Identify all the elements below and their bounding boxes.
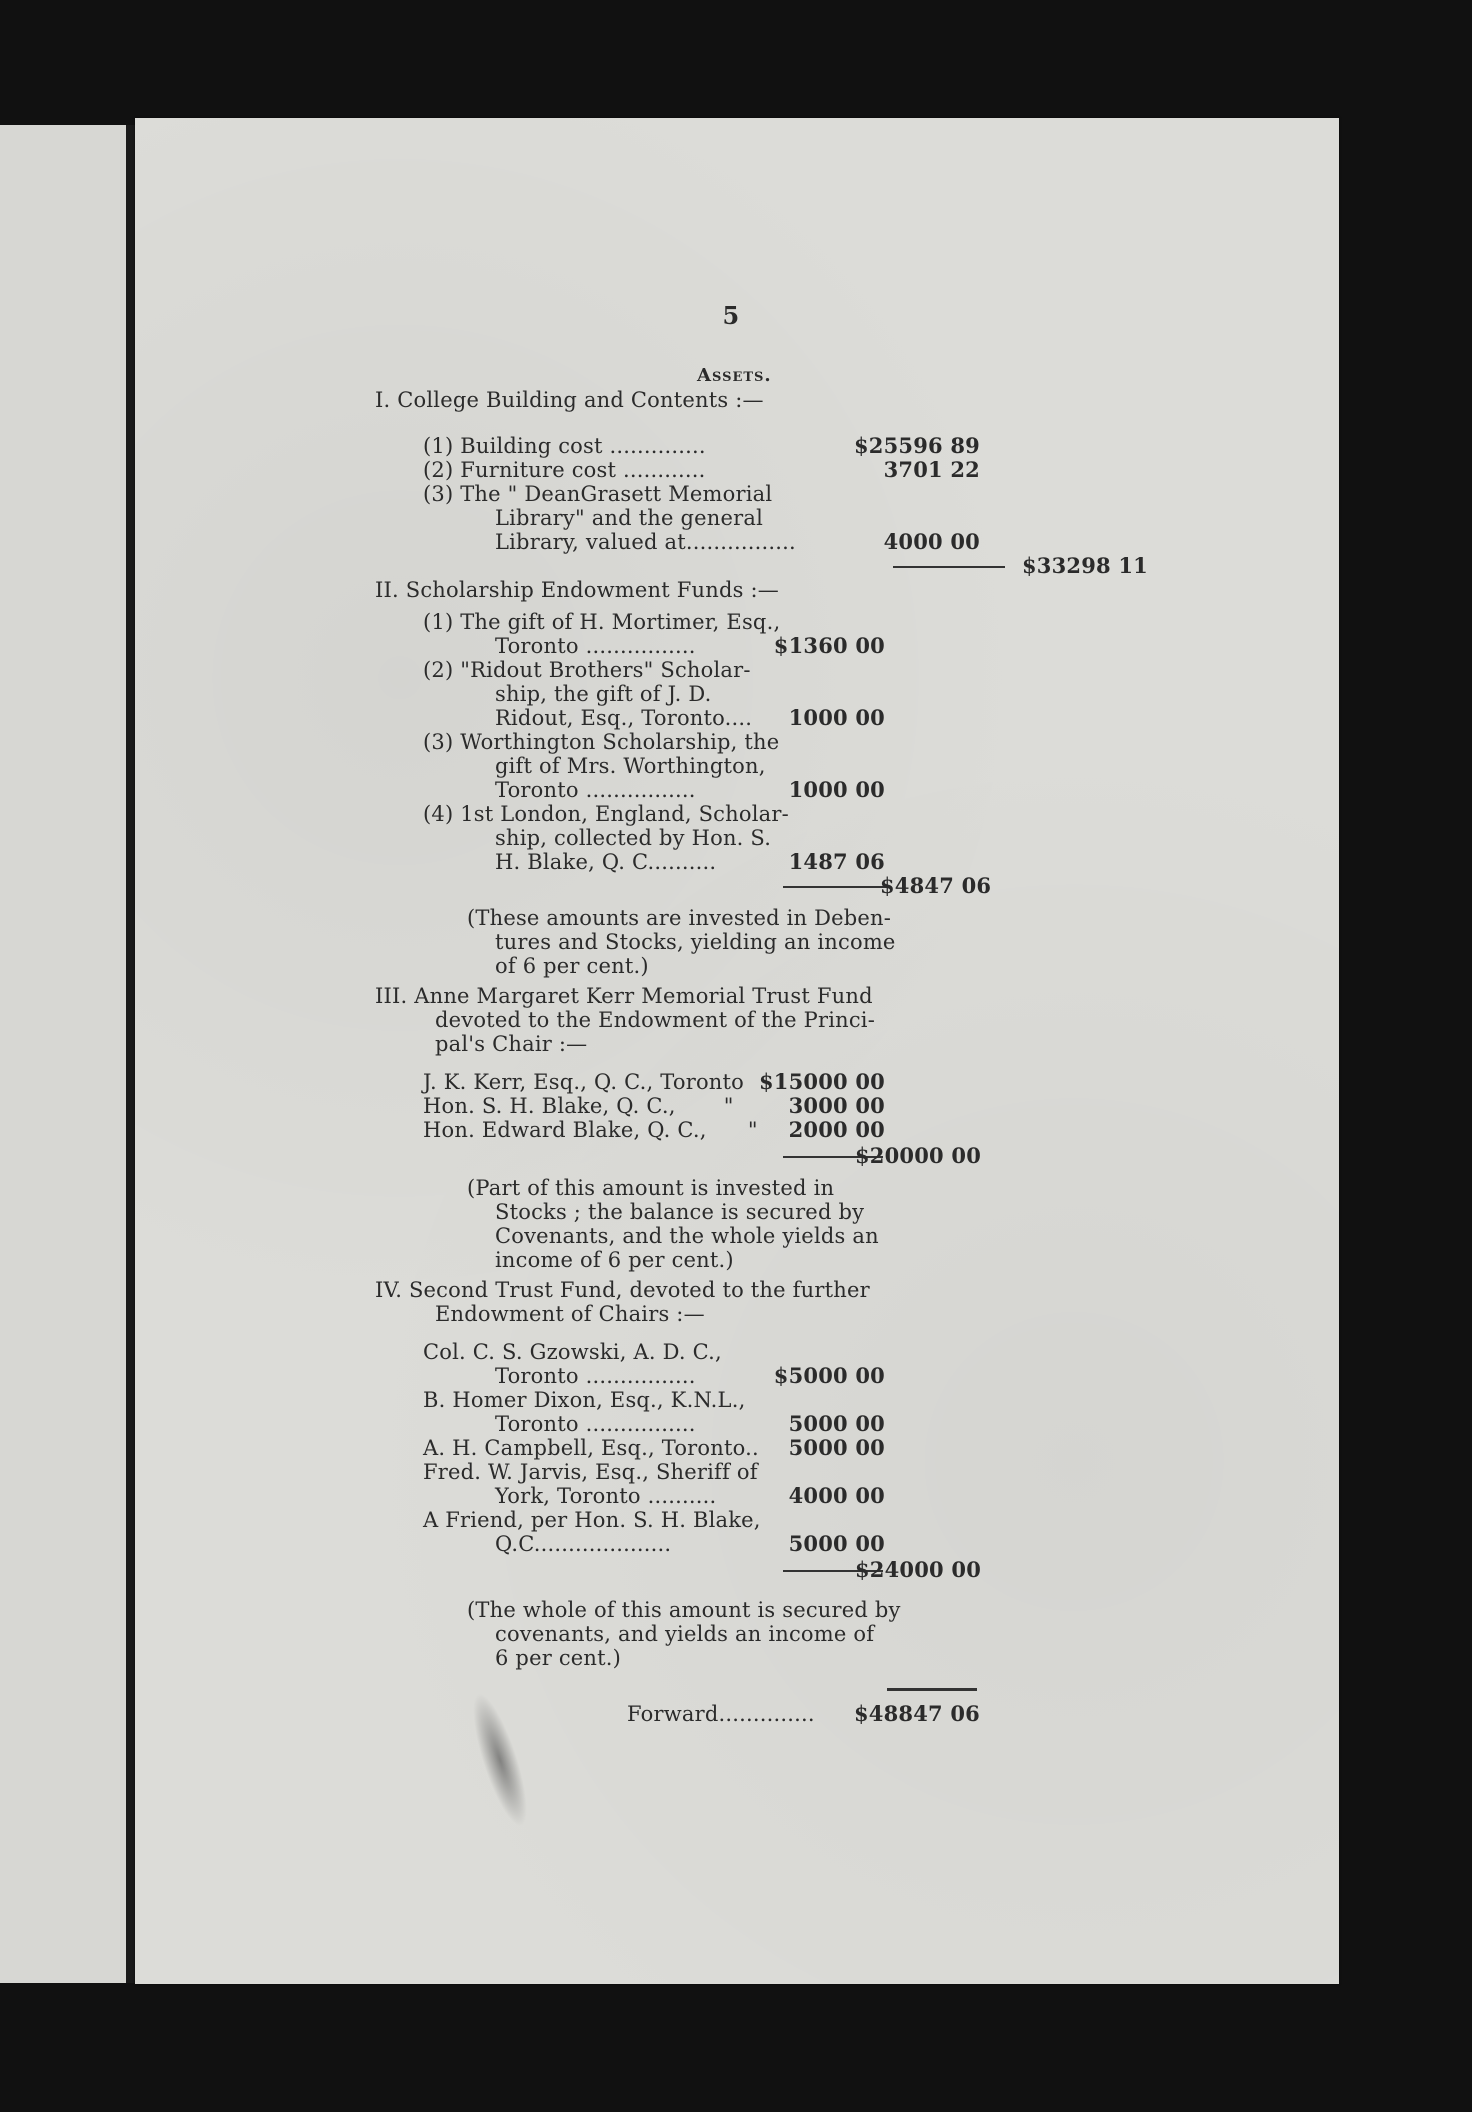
section-2-item-4-line-2: ship, collected by Hon. S. <box>495 826 772 850</box>
section-1-item-3-amount: 4000 00 <box>883 529 980 554</box>
section-4-total: $24000 00 <box>855 1557 982 1582</box>
section-4-item-2-line-2: Toronto ................ <box>495 1412 696 1436</box>
section-2-note-line-2: tures and Stocks, yielding an income <box>495 930 896 954</box>
subtotal-rule <box>783 886 888 888</box>
section-2-item-2-line-3: Ridout, Esq., Toronto.... <box>495 706 753 730</box>
section-1-item-1-amount: $25596 89 <box>853 433 980 458</box>
section-3-note-line-3: Covenants, and the whole yields an <box>495 1224 879 1248</box>
section-4-note-line-1: (The whole of this amount is secured by <box>467 1598 901 1622</box>
section-3-item-1-amount: $15000 00 <box>758 1069 885 1094</box>
ink-smudge <box>462 1688 538 1832</box>
section-4-item-2-line-1: B. Homer Dixon, Esq., K.N.L., <box>423 1388 746 1412</box>
section-3-note-line-1: (Part of this amount is invested in <box>467 1176 835 1200</box>
section-2-item-3-line-1: (3) Worthington Scholarship, the <box>423 730 780 754</box>
binding-gutter <box>126 125 135 1983</box>
section-4-item-1-amount: $5000 00 <box>773 1363 885 1388</box>
section-1-item-3-line-1: (3) The " DeanGrasett Memorial <box>423 482 773 506</box>
section-2-item-4-line-3: H. Blake, Q. C.......... <box>495 850 717 874</box>
section-3-item-3-amount: 2000 00 <box>788 1117 885 1142</box>
section-2-item-3-amount: 1000 00 <box>788 777 885 802</box>
section-4-item-5-amount: 5000 00 <box>788 1531 885 1556</box>
section-heading-assets: Assets. <box>697 365 772 386</box>
section-4-title-line-1: IV. Second Trust Fund, devoted to the further <box>375 1278 870 1302</box>
section-4-item-1-line-2: Toronto ................ <box>495 1364 696 1388</box>
page-number: 5 <box>722 301 740 330</box>
section-3-item-3-label: Hon. Edward Blake, Q. C., " <box>423 1118 758 1142</box>
section-2-item-1-line-2: Toronto ................ <box>495 634 696 658</box>
section-2-item-3-line-3: Toronto ................ <box>495 778 696 802</box>
section-3-note-line-4: income of 6 per cent.) <box>495 1248 734 1272</box>
section-1-item-2-label: (2) Furniture cost ............ <box>423 458 706 482</box>
forward-rule <box>887 1688 977 1691</box>
section-1-item-3-line-2: Library" and the general <box>495 506 764 530</box>
forward-label: Forward.............. <box>627 1702 815 1726</box>
section-4-item-3-label: A. H. Campbell, Esq., Toronto.. <box>423 1436 759 1460</box>
section-2-title: II. Scholarship Endowment Funds :— <box>375 578 779 602</box>
section-2-item-2-line-2: ship, the gift of J. D. <box>495 682 712 706</box>
section-4-item-5-line-2: Q.C.................... <box>495 1532 672 1556</box>
document-page <box>135 118 1339 1984</box>
section-1-title: I. College Building and Contents :— <box>375 388 764 412</box>
facing-page-edge <box>0 125 128 1983</box>
section-3-item-2-amount: 3000 00 <box>788 1093 885 1118</box>
section-3-item-1-label: J. K. Kerr, Esq., Q. C., Toronto <box>423 1070 744 1094</box>
section-3-title-line-3: pal's Chair :— <box>435 1032 588 1056</box>
section-2-item-2-line-1: (2) "Ridout Brothers" Scholar- <box>423 658 751 682</box>
section-2-item-4-amount: 1487 06 <box>788 849 885 874</box>
section-2-item-1-line-1: (1) The gift of H. Mortimer, Esq., <box>423 610 781 634</box>
section-2-item-1-amount: $1360 00 <box>773 633 885 658</box>
section-2-note-line-1: (These amounts are invested in Deben- <box>467 906 892 930</box>
section-3-total: $20000 00 <box>855 1143 982 1168</box>
section-1-item-2-amount: 3701 22 <box>883 457 980 482</box>
section-4-item-4-amount: 4000 00 <box>788 1483 885 1508</box>
section-2-note-line-3: of 6 per cent.) <box>495 954 649 978</box>
section-4-item-5-line-1: A Friend, per Hon. S. H. Blake, <box>423 1508 761 1532</box>
forward-amount: $48847 06 <box>853 1701 980 1726</box>
section-1-item-3-line-3: Library, valued at................ <box>495 530 796 554</box>
section-4-item-1-line-1: Col. C. S. Gzowski, A. D. C., <box>423 1340 722 1364</box>
section-3-title-line-2: devoted to the Endowment of the Princi- <box>435 1008 876 1032</box>
section-3-note-line-2: Stocks ; the balance is secured by <box>495 1200 865 1224</box>
section-4-item-4-line-2: York, Toronto .......... <box>495 1484 717 1508</box>
section-4-note-line-3: 6 per cent.) <box>495 1646 622 1670</box>
section-1-item-1-label: (1) Building cost .............. <box>423 434 706 458</box>
subtotal-rule <box>893 566 1005 568</box>
section-2-total: $4847 06 <box>880 873 992 898</box>
section-3-item-2-label: Hon. S. H. Blake, Q. C., " <box>423 1094 734 1118</box>
section-4-note-line-2: covenants, and yields an income of <box>495 1622 875 1646</box>
section-4-item-2-amount: 5000 00 <box>788 1411 885 1436</box>
section-4-item-3-amount: 5000 00 <box>788 1435 885 1460</box>
section-2-item-2-amount: 1000 00 <box>788 705 885 730</box>
section-3-title-line-1: III. Anne Margaret Kerr Memorial Trust Fund <box>375 984 873 1008</box>
section-4-title-line-2: Endowment of Chairs :— <box>435 1302 705 1326</box>
section-2-item-4-line-1: (4) 1st London, England, Scholar- <box>423 802 789 826</box>
section-1-total: $33298 11 <box>1021 553 1148 578</box>
section-2-item-3-line-2: gift of Mrs. Worthington, <box>495 754 766 778</box>
section-4-item-4-line-1: Fred. W. Jarvis, Esq., Sheriff of <box>423 1460 758 1484</box>
